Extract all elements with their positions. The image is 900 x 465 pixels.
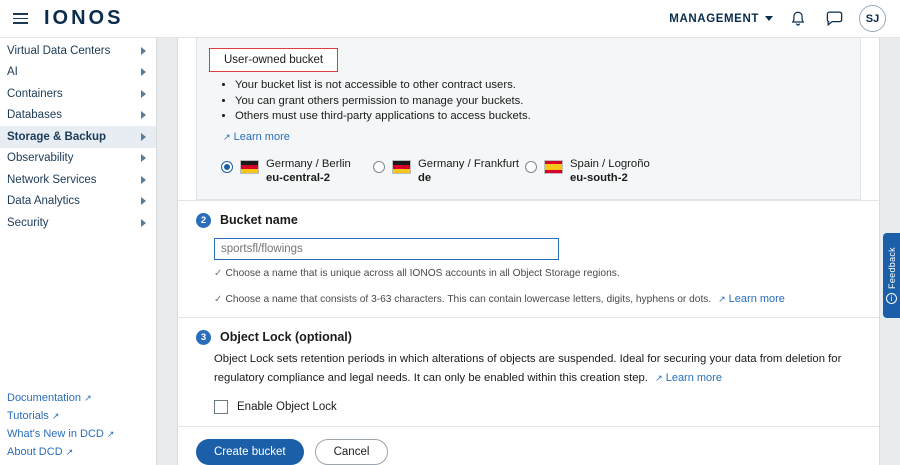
sidebar-item-containers[interactable] bbox=[0, 83, 156, 105]
sidebar-item-label: Storage & Backup bbox=[7, 130, 107, 143]
bucket-type-region-panel bbox=[196, 38, 861, 200]
region-name: Germany / Frankfurt bbox=[418, 157, 520, 170]
footer-link-label: Tutorials bbox=[7, 410, 49, 422]
sidebar-item-security[interactable] bbox=[0, 212, 156, 234]
user-owned-bucket-chip[interactable]: User-owned bucket bbox=[209, 48, 338, 72]
hint-text: Choose a name that is unique across all IONOS accounts in all Object Storage regions. bbox=[225, 267, 620, 279]
hint-text: Choose a name that consists of 3-63 characters. This can contain lowercase letters, digits, hyphens or dots. bbox=[225, 293, 712, 305]
list-item: • Your bucket list is not accessible to other contract users. bbox=[235, 78, 848, 94]
sidebar-item-label: Data Analytics bbox=[7, 195, 80, 208]
region-code: eu-central-2 bbox=[266, 171, 331, 184]
chevron-down-icon bbox=[765, 16, 773, 21]
region-option-de[interactable] bbox=[373, 157, 525, 185]
chevron-right-icon bbox=[141, 154, 146, 162]
cancel-button[interactable]: Cancel bbox=[315, 439, 389, 465]
create-bucket-card bbox=[177, 38, 880, 465]
step-header bbox=[196, 213, 861, 228]
main-content bbox=[157, 38, 900, 465]
footer-link-about-dcd[interactable] bbox=[7, 443, 156, 461]
region-label bbox=[418, 157, 519, 185]
footer-link-tutorials[interactable] bbox=[7, 407, 156, 425]
bucket-name-hint-charset bbox=[214, 288, 854, 307]
chevron-right-icon bbox=[141, 197, 146, 205]
info-icon: i bbox=[886, 293, 897, 304]
sidebar-item-observability[interactable] bbox=[0, 148, 156, 170]
sidebar-item-ai[interactable] bbox=[0, 62, 156, 84]
sidebar-item-label: Security bbox=[7, 216, 49, 229]
object-lock-description bbox=[214, 352, 861, 386]
footer-link-label: About DCD bbox=[7, 446, 63, 458]
footer-link-label: What's New in DCD bbox=[7, 428, 104, 440]
top-bar-right bbox=[669, 5, 900, 32]
step-title: Bucket name bbox=[220, 213, 298, 227]
support-chat-icon[interactable] bbox=[823, 8, 845, 30]
avatar[interactable]: SJ bbox=[859, 5, 886, 32]
region-option-eu-south-2[interactable] bbox=[525, 157, 677, 185]
enable-object-lock-label: Enable Object Lock bbox=[237, 400, 337, 413]
bucket-name-section bbox=[178, 200, 879, 317]
sidebar-nav bbox=[0, 38, 156, 234]
menu-icon[interactable] bbox=[0, 0, 40, 38]
region-code: de bbox=[418, 171, 432, 184]
external-link-icon: ↗ bbox=[106, 429, 115, 439]
check-icon: ✓ bbox=[214, 293, 223, 305]
top-bar bbox=[0, 0, 900, 38]
object-lock-learn-more-link[interactable] bbox=[655, 371, 722, 386]
sidebar-item-label: Databases bbox=[7, 109, 62, 122]
footer-link-whats-new[interactable] bbox=[7, 425, 156, 443]
list-item: • Others must use third-party applications to access buckets. bbox=[235, 109, 848, 125]
bucket-name-input[interactable] bbox=[214, 238, 559, 260]
action-bar bbox=[178, 426, 879, 465]
region-label bbox=[570, 157, 650, 185]
flag-germany-icon bbox=[392, 160, 411, 174]
region-options bbox=[209, 157, 848, 185]
learn-more-label: Learn more bbox=[233, 130, 290, 143]
object-lock-description-text: Object Lock sets retention periods in which alterations of objects are suspended. Ideal for securing your data from deletion for regulatory compliance and legal needs. It can only be enabled within this creation step. bbox=[214, 352, 842, 384]
external-link-icon: ↗ bbox=[84, 393, 92, 403]
object-lock-section bbox=[178, 317, 879, 426]
region-name: Germany / Berlin bbox=[266, 157, 351, 170]
check-icon: ✓ bbox=[214, 267, 223, 279]
sidebar-item-label: Virtual Data Centers bbox=[7, 44, 111, 57]
sidebar-item-label: AI bbox=[7, 66, 18, 79]
sidebar-item-label: Network Services bbox=[7, 173, 97, 186]
footer-link-documentation[interactable] bbox=[7, 389, 156, 407]
management-menu[interactable] bbox=[669, 13, 773, 25]
sidebar-item-storage-backup[interactable] bbox=[0, 126, 156, 148]
sidebar-footer bbox=[0, 389, 156, 465]
region-option-eu-central-2[interactable] bbox=[221, 157, 373, 185]
list-item: • You can grant others permission to manage your buckets. bbox=[235, 94, 848, 110]
step-number-badge: 3 bbox=[196, 330, 211, 345]
sidebar-item-network-services[interactable] bbox=[0, 169, 156, 191]
chevron-right-icon bbox=[141, 90, 146, 98]
sidebar-item-databases[interactable] bbox=[0, 105, 156, 127]
management-label: MANAGEMENT bbox=[669, 12, 759, 25]
sidebar bbox=[0, 38, 157, 465]
footer-link-label: Documentation bbox=[7, 392, 81, 404]
chevron-right-icon bbox=[141, 47, 146, 55]
step-number-badge: 2 bbox=[196, 213, 211, 228]
learn-more-label: Learn more bbox=[665, 371, 722, 384]
region-code: eu-south-2 bbox=[570, 171, 628, 184]
bucket-name-hint-unique bbox=[214, 267, 854, 281]
notifications-icon[interactable] bbox=[787, 8, 809, 30]
feedback-tab[interactable] bbox=[883, 233, 900, 318]
chevron-right-icon bbox=[141, 133, 146, 141]
brand-logo: IONOS bbox=[44, 7, 124, 29]
chevron-right-icon bbox=[141, 68, 146, 76]
sidebar-item-label: Containers bbox=[7, 87, 63, 100]
flag-germany-icon bbox=[240, 160, 259, 174]
bucket-type-bullets bbox=[209, 78, 848, 125]
external-link-icon: ↗ bbox=[655, 372, 663, 383]
bucket-name-learn-more-link[interactable] bbox=[718, 292, 785, 306]
create-bucket-button[interactable]: Create bucket bbox=[196, 439, 304, 465]
chevron-right-icon bbox=[141, 111, 146, 119]
region-radio[interactable] bbox=[373, 161, 385, 173]
chevron-right-icon bbox=[141, 176, 146, 184]
feedback-label: Feedback bbox=[886, 246, 897, 289]
external-link-icon: ↗ bbox=[223, 131, 231, 142]
enable-object-lock-row[interactable] bbox=[214, 400, 861, 414]
region-label bbox=[266, 157, 351, 185]
sidebar-item-virtual-data-centers[interactable] bbox=[0, 40, 156, 62]
sidebar-item-label: Observability bbox=[7, 152, 74, 165]
step-header bbox=[196, 330, 861, 345]
step-title: Object Lock (optional) bbox=[220, 330, 352, 344]
sidebar-item-data-analytics[interactable] bbox=[0, 191, 156, 213]
learn-more-label: Learn more bbox=[728, 292, 785, 305]
chevron-right-icon bbox=[141, 219, 146, 227]
external-link-icon: ↗ bbox=[65, 447, 74, 457]
bucket-type-learn-more-link[interactable] bbox=[223, 131, 290, 143]
external-link-icon: ↗ bbox=[718, 293, 726, 304]
region-radio[interactable] bbox=[221, 161, 233, 173]
enable-object-lock-checkbox[interactable] bbox=[214, 400, 228, 414]
region-radio[interactable] bbox=[525, 161, 537, 173]
flag-spain-icon bbox=[544, 160, 563, 174]
region-name: Spain / Logroño bbox=[570, 157, 650, 170]
external-link-icon: ↗ bbox=[51, 411, 60, 421]
